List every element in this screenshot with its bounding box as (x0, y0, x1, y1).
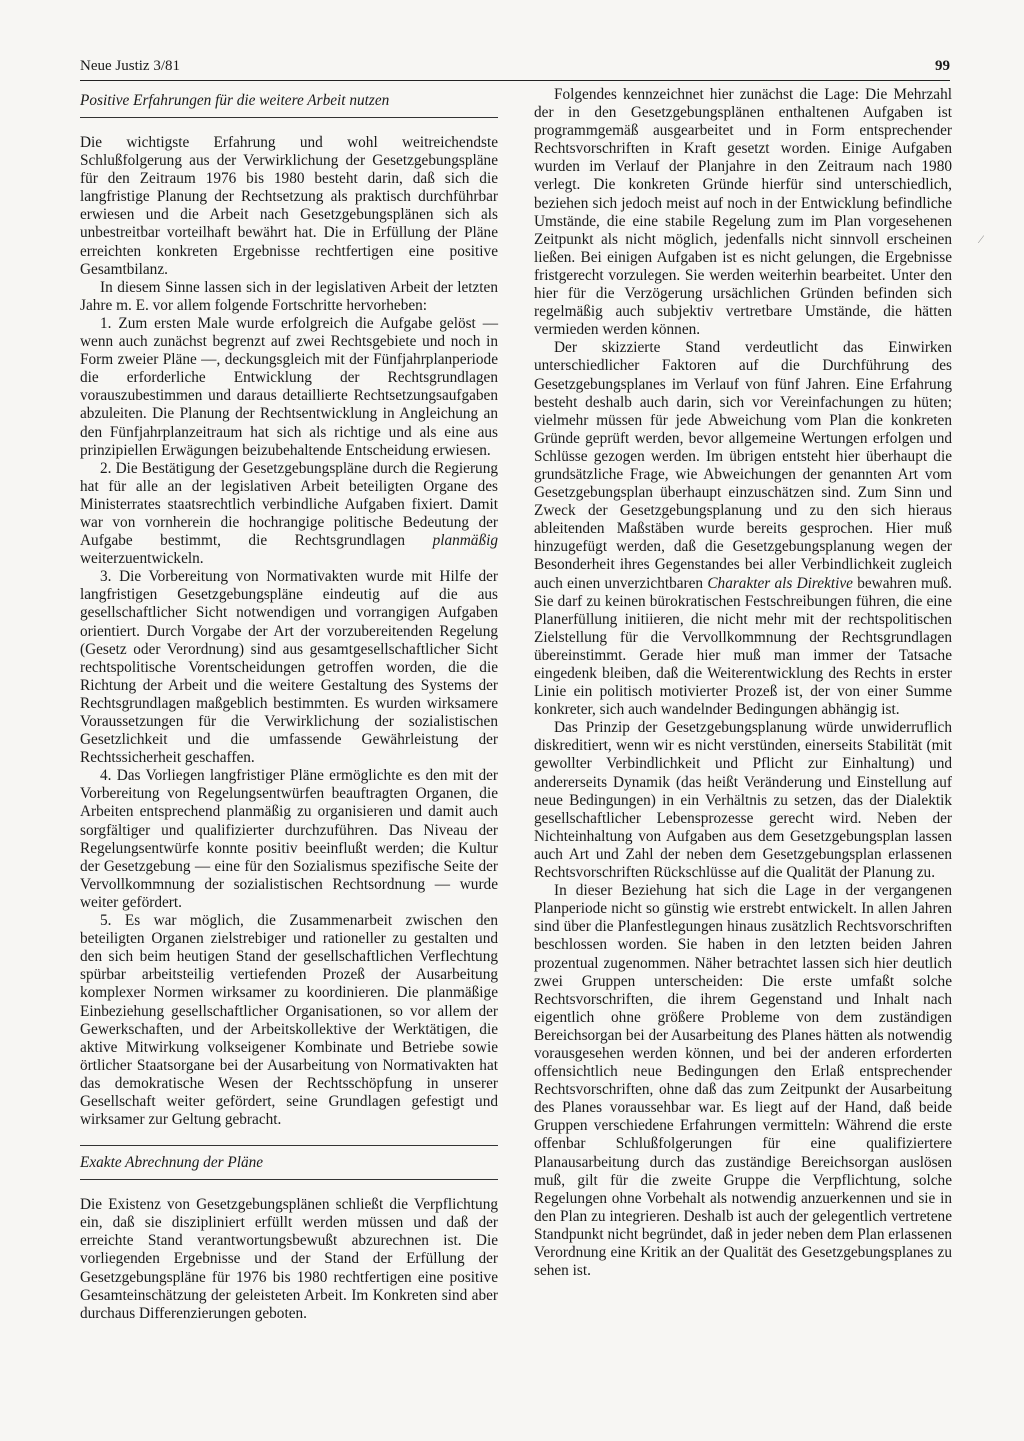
text-run: Der skizzierte Stand verdeutlicht das Einwirken unterschiedlicher Faktoren auf die Durchführung des Gesetzgebungsplanes im Verlauf von fünf Jahren. Eine Erfahrung besteht deshalb auch darin, sich vor Vereinfachungen zu hüten; vielmehr müssen für jede Abweichung vom Plan die konkreten Gründe geprüft werden, bevor allgemeine Wertungen erfolgen und Schlüsse gezogen werden. Im übrigen entsteht hier überhaupt die grundsätzliche Frage, wie Abweichungen der genannten Art vom Gesetzgebungsplan überhaupt einzuschätzen sind. Zum Sinn und Zweck der Gesetzgebungsplanung und zu den sich hieraus ableitenden Maßstäben wurde bereits gesprochen. Hier muß hinzugefügt werden, daß die Gesetzgebungsplanung wegen der Besonderheit ihres Gegenstandes bei aller Verbindlichkeit zugleich auch einen unverzichtbaren (534, 339, 952, 592)
paragraph: Folgendes kennzeichnet hier zunächst die Lage: Die Mehrzahl der in den Gesetzgebungsplänen enthaltenen Aufgaben ist programmgemäß ausgearbeitet und in Form entsprechender Rechtsvorschriften in Kraft gesetzt worden. Einige Aufgaben wurden im Verlauf der Planjahre in den Zeitraum nach 1980 verlegt. Die konkreten Gründe hierfür sind unterschiedlich, beziehen sich jedoch meist auf noch in der Entwicklung befindliche Umstände, die eine stabile Regelung zum im Plan vorgesehenen Zeitpunkt als nicht möglich, jedenfalls nicht sinnvoll erscheinen ließen. Bei einigen Aufgaben ist es nicht gelungen, die Ergebnisse fristgerecht vorzulegen. Sie werden weiterhin bearbeitet. Unter den hier für die Verzögerung ursächlichen Gründen befinden sich regelmäßig auch subjektiv vertretbare Umstände, die hätten vermieden werden können. (534, 86, 952, 339)
margin-mark: ⁄ (980, 232, 983, 246)
paragraph: Die Existenz von Gesetzgebungsplänen schließt die Verpflichtung ein, daß sie diszipliniert erfüllt werden müssen und daß der erreichte Stand verantwortungsbewußt abzurechnen ist. Die vorliegenden Ergebnisse und der Stand der Erfüllung der Gesetzgebungspläne für 1976 bis 1980 rechtfertigen eine positive Gesamteinschätzung der geleisteten Arbeit. Im Konkreten sind aber durchaus Differenzierungen geboten. (80, 1196, 498, 1322)
text-run: bewahren muß. Sie darf zu keinen bürokratischen Festschreibungen führen, die eine Planerfüllung initiieren, die nicht mehr mit der rechtspolitischen Zielstellung für die Vervollkommnung der Rechtsgrundlagen übereinstimmt. Gerade hier muß man immer der Tatsache eingedenk bleiben, daß die Weiterentwicklung des Rechts in erster Linie ein politisch motivierter Prozeß ist, der von einer Summe konkreter, sich auch wandelnder Bedingungen abhängig ist. (534, 574, 952, 719)
paragraph-point-2 (80, 460, 498, 569)
left-column (80, 86, 498, 1323)
right-column (534, 86, 952, 1280)
paragraph-point-3: 3. Die Vorbereitung von Normativakten wurde mit Hilfe der langfristigen Gesetzgebungspläne eindeutig auf die aus gesellschaftlicher Sicht notwendigen und vorrangigen Aufgaben orientiert. Durch Vorgabe der Art der vorzubereitenden Regelung (Gesetz oder Verordnung) sind aus gesamtgesellschaftlicher Sicht rechtspolitische Vorentscheidungen getroffen worden, die die Richtung der Arbeit und die weitere Gestaltung des Systems der Rechtsgrundlagen maßgeblich bestimmten. Es wurden wirksamere Voraussetzungen für die Verwirklichung der sozialistischen Gesetzlichkeit und die umfassende Gewährleistung der Rechtssicherheit geschaffen. (80, 568, 498, 767)
text-run: 2. Die Bestätigung der Gesetzgebungspläne durch die Regierung hat für alle an der legislativen Arbeit beteiligten Organe des Ministerrates staatsrechtlich verbindliche Aufgaben fixiert. Damit war von vornherein die hochrangige politische Bedeutung der Aufgabe bestimmt, die Rechtsgrundlagen (80, 459, 498, 550)
paragraph (534, 339, 952, 719)
journal-issue: Neue Justiz 3/81 (80, 58, 180, 74)
paragraph-point-1: 1. Zum ersten Male wurde erfolgreich die Aufgabe gelöst — wenn auch zunächst begrenzt auf zwei Rechtsgebiete und noch in Form zweier Pläne —, deckungsgleich mit der Fünfjahrplanperiode die erforderliche Entwicklung der Rechtsgrundlagen vorauszubestimmen und daraus detaillierte Rechtsetzungsaufgaben abzuleiten. Die Planung der Rechtsentwicklung in Angleichung an den Fünfjahrplanzeitraum hat sich als richtige und als eine aus prinzipiellen Erwägungen beizubehaltende Entscheidung erwiesen. (80, 314, 498, 459)
paragraph: In dieser Beziehung hat sich die Lage in der vergangenen Planperiode nicht so günstig wie erstrebt entwickelt. In allen Jahren sind über die Planfestlegungen hinaus zusätzlich Rechtsvorschriften beschlossen worden. Sie haben in den letzten beiden Jahren prozentual zugenommen. Näher betrachtet lassen sich hier deutlich zwei Gruppen unterscheiden: Die erste umfaßt solche Rechtsvorschriften, die ihrem Gegenstand und Inhalt nach eigentlich ohne größere Probleme von dem zuständigen Bereichsorgan bei der Ausarbeitung des Planes hätten als notwendig vorausgesehen werden können, und bei der anderen erforderten offensichtlich neue Bedingungen den Erlaß entsprechender Rechtsvorschriften, ohne daß das zum Zeitpunkt der Ausarbeitung des Planes voraussehbar war. Es liegt auf der Hand, daß beide Gruppen verschiedene Erfahrungen vermitteln: Während die erste offenbar Schlußfolgerungen für eine qualifiziertere Planausarbeitung durch das zuständige Bereichsorgan auslösen muß, gilt für die zweite Gruppe die Verpflichtung, solche Regelungen ohne Vorbehalt als notwendig anzuerkennen und sie in den Plan zu integrieren. Deshalb ist auch der gelegentlich vertretene Standpunkt nicht begründet, daß in jeder neben dem Plan erlassenen Verordnung eine Kritik an der Qualität des Gesetzgebungsplanes zu sehen ist. (534, 882, 952, 1280)
section-heading-exact-accounting: Exakte Abrechnung der Pläne (80, 1145, 498, 1180)
emphasis: planmäßig (432, 532, 498, 550)
paragraph: Die wichtigste Erfahrung und wohl weitreichendste Schlußfolgerung aus der Verwirklichung der Gesetzgebungspläne für den Zeitraum 1976 bis 1980 besteht darin, daß sich die langfristige Planung der Rechtsetzung als praktisch durchführbar erwiesen und die Arbeit nach Gesetzgebungsplänen sich als unbestreitbar vorteilhaft bewährt hat. Die in Erfüllung der Pläne erreichten konkreten Ergebnisse rechtfertigen eine positive Gesamtbilanz. (80, 134, 498, 278)
paragraph: In diesem Sinne lassen sich in der legislativen Arbeit der letzten Jahre m. E. vor allem folgende Fortschritte hervorheben: (80, 278, 498, 314)
section-heading-positive-experiences: Positive Erfahrungen für die weitere Arbeit nutzen (80, 86, 498, 118)
page-header (80, 58, 950, 81)
text-run: weiterzuentwickeln. (80, 550, 204, 568)
page-number: 99 (935, 58, 950, 74)
emphasis: Charakter als Direktive (707, 574, 853, 592)
paragraph-point-4: 4. Das Vorliegen langfristiger Pläne ermöglichte es den mit der Vorbereitung von Regelungsentwürfen beauftragten Organen, die Arbeiten entsprechend planmäßig zu organisieren und damit auch sorgfältiger und qualifizierter durchzuführen. Das Niveau der Regelungsentwürfe konnte positiv beeinflußt werden; die Kultur der Gesetzgebung — eine für den Sozialismus spezifische Seite der Vervollkommnung der sozialistischen Rechtsordnung — wurde weiter gefördert. (80, 767, 498, 911)
paragraph: Das Prinzip der Gesetzgebungsplanung würde unwiderruflich diskreditiert, wenn wir es nicht verstünden, einerseits Stabilität (mit gewollter Verbindlichkeit und Pflicht zur Einhaltung) und andererseits Dynamik (das heißt Veränderung und Einstellung auf neue Bedingungen) in ein Verhältnis zu setzen, das der Dialektik gesellschaftlicher Lebensprozesse gerecht wird. Neben der Nichteinhaltung von Aufgaben aus dem Gesetzgebungsplan lassen auch Art und Zahl der neben dem Gesetzgebungsplan erlassenen Rechtsvorschriften Rückschlüsse auf die Qualität der Planung zu. (534, 719, 952, 882)
paragraph-point-5: 5. Es war möglich, die Zusammenarbeit zwischen den beteiligten Organen zielstrebiger und rationeller zu gestalten und den sich beim heutigen Stand der gesellschaftlichen Verflechtung spürbar arbeitsteilig vertiefenden Prozeß der Ausarbeitung komplexer Normen wirksamer zu koordinieren. Die planmäßige Einbeziehung gesellschaftlicher Organisationen, so vor allem der Gewerkschaften, und der Arbeitskollektive der Werktätigen, die aktive Mitwirkung volkseigener Kombinate und Betriebe sowie örtlicher Staatsorgane bei der Ausarbeitung von Normativakten hat das demokratische Wesen der Rechtsschöpfung in unserer Gesellschaft weiter gefördert, seine Grundlagen gefestigt und wirksamer zur Geltung gebracht. (80, 912, 498, 1129)
